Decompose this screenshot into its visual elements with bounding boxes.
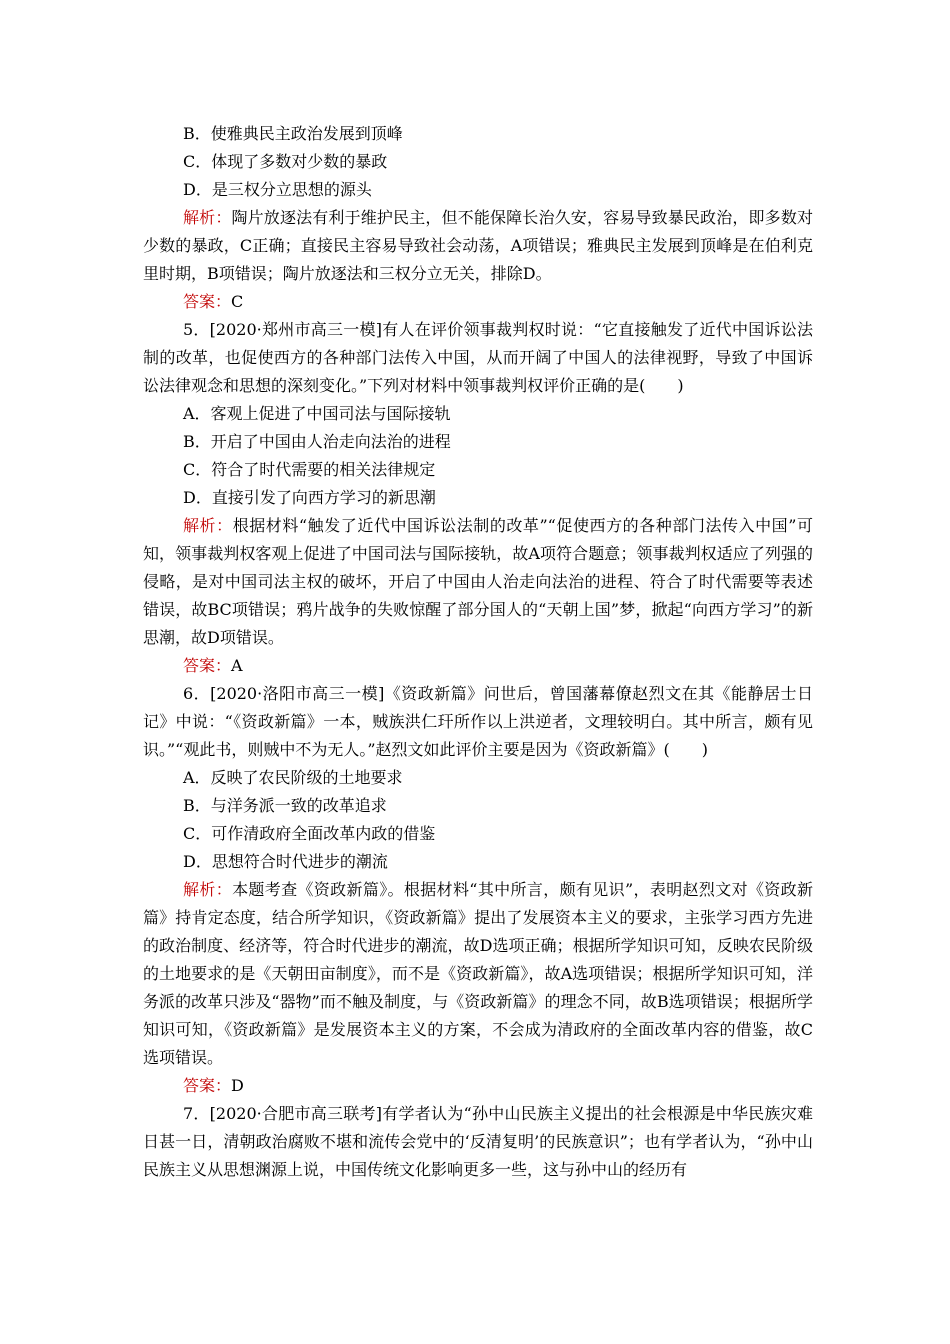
q5-answer-value: A <box>231 656 243 675</box>
answer-line <box>143 288 813 316</box>
q6-analysis-label: 解析： <box>183 880 233 899</box>
q6-analysis-text: 本题考查《资政新篇》。根据材料“其中所言，颇有见识”，表明赵烈文对《资政新篇》持肯定态度，结合所学知识，《资政新篇》提出了发展资本主义的要求，主张学习西方先进的政治制度、经济等，符合时代进步的潮流，故D选项正确；根据所学知识可知，反映农民阶级的土地要求的是《天朝田亩制度》，而不是《资政新篇》，故A选项错误；根据所学知识可知，洋务派的改革只涉及“器物”而不触及制度，与《资政新篇》的理念不同，故B选项错误；根据所学知识可知，《资政新篇》是发展资本主义的方案，不会成为清政府的全面改革内容的借鉴，故C选项错误。 <box>143 880 813 1067</box>
q5-analysis-label: 解析： <box>183 516 233 535</box>
question-5-stem: 5．[2020·郑州市高三一模]有人在评价领事裁判权时说：“它直接触发了近代中国诉讼法制的改革，也促使西方的各种部门法传入中国，从而开阔了中国人的法律视野，导致了中国诉讼法律观念和思想的深刻变化。”下列对材料中领事裁判权评价正确的是( ) <box>143 320 813 395</box>
q6-option-c: C．可作清政府全面改革内政的借鉴 <box>183 824 436 843</box>
q5-option-c: C．符合了时代需要的相关法律规定 <box>183 460 436 479</box>
option-b: B．使雅典民主政治发展到顶峰 <box>183 124 403 143</box>
q5-answer <box>143 652 813 680</box>
page-content <box>143 120 813 1184</box>
answer-value: C <box>231 292 244 311</box>
q5-option-a: A．客观上促进了中国司法与国际接轨 <box>183 404 451 423</box>
q6-answer-label: 答案： <box>183 1076 232 1095</box>
analysis-paragraph <box>143 204 813 288</box>
answer-label: 答案： <box>183 292 232 311</box>
q6-option-d: D．思想符合时代进步的潮流 <box>183 852 388 871</box>
option-c: C．体现了多数对少数的暴政 <box>183 152 388 171</box>
q6-answer-value: D <box>231 1076 244 1095</box>
q6-option-b: B．与洋务派一致的改革追求 <box>183 796 387 815</box>
q5-answer-label: 答案： <box>183 656 232 675</box>
analysis-text: 陶片放逐法有利于维护民主，但不能保障长治久安，容易导致暴民政治，即多数对少数的暴政，C正确；直接民主容易导致社会动荡，A项错误；雅典民主发展到顶峰是在伯利克里时期，B项错误；陶片放逐法和三权分立无关，排除D。 <box>143 208 813 283</box>
question-7-stem: 7．[2020·合肥市高三联考]有学者认为“孙中山民族主义提出的社会根源是中华民族灾难日甚一日，清朝政治腐败不堪和流传会党中的‘反清复明’的民族意识”；也有学者认为，“孙中山民族主义从思想渊源上说，中国传统文化影响更多一些，这与孙中山的经历有 <box>143 1104 813 1179</box>
question-6-stem: 6．[2020·洛阳市高三一模]《资政新篇》问世后，曾国藩幕僚赵烈文在其《能静居士日记》中说：“《资政新篇》一本，贼族洪仁玕所作以上洪逆者，文理较明白。其中所言，颇有见识。”“观此书，则贼中不为无人。”赵烈文如此评价主要是因为《资政新篇》( ) <box>143 684 813 759</box>
q5-option-d: D．直接引发了向西方学习的新思潮 <box>183 488 436 507</box>
analysis-label: 解析： <box>183 208 232 227</box>
q5-option-b: B．开启了中国由人治走向法治的进程 <box>183 432 451 451</box>
option-d: D．是三权分立思想的源头 <box>183 180 372 199</box>
q6-analysis <box>143 876 813 1072</box>
q5-analysis <box>143 512 813 652</box>
q6-answer <box>143 1072 813 1100</box>
q6-option-a: A．反映了农民阶级的土地要求 <box>183 768 403 787</box>
q5-analysis-text: 根据材料“触发了近代中国诉讼法制的改革”“促使西方的各种部门法传入中国”可知，领事裁判权客观上促进了中国司法与国际接轨，故A项符合题意；领事裁判权适应了列强的侵略，是对中国司法主权的破坏，开启了中国由人治走向法治的进程、符合了时代需要等表述错误，故BC项错误；鸦片战争的失败惊醒了部分国人的“天朝上国”梦，掀起“向西方学习”的新思潮，故D项错误。 <box>143 516 813 647</box>
